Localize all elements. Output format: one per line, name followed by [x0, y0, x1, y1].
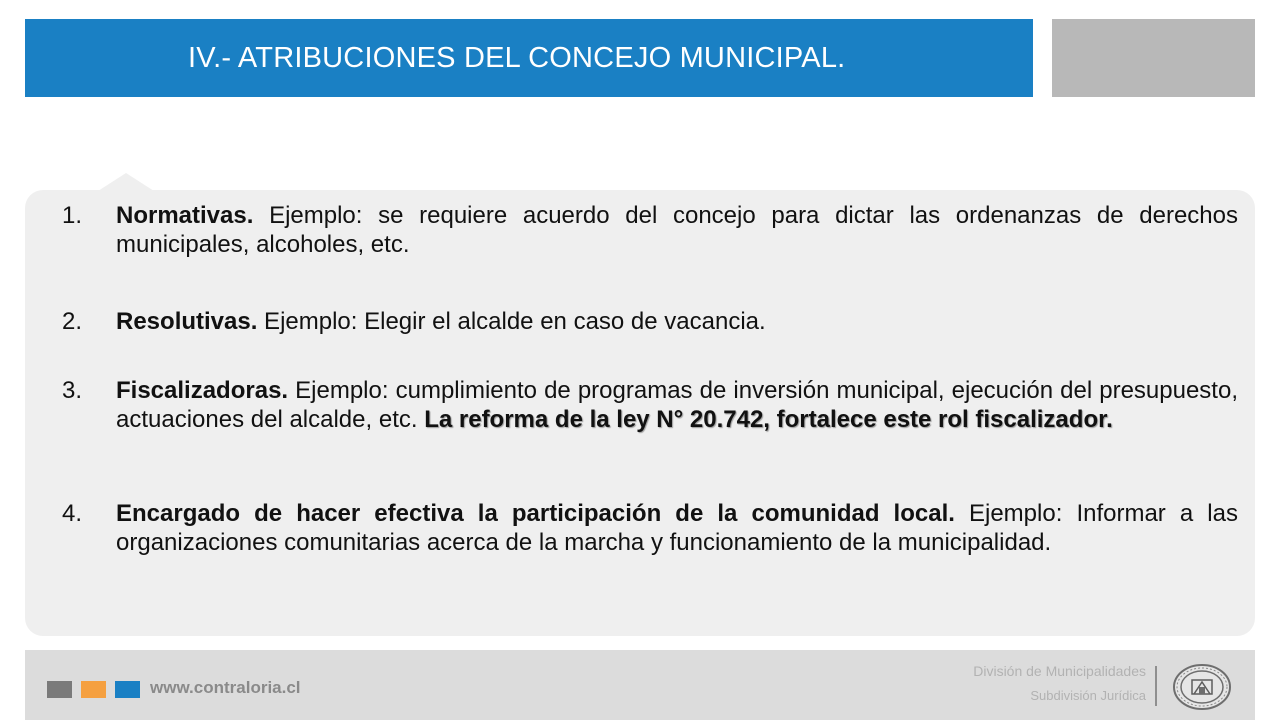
footer-url-link[interactable]: www.contraloria.cl	[150, 678, 301, 697]
footer-square-blue	[115, 681, 140, 698]
list-item-participacion	[62, 499, 1238, 557]
slide-title: IV.- ATRIBUCIONES DEL CONCEJO MUNICIPAL.	[188, 41, 846, 74]
item-heading: Encargado de hacer efectiva la participación de la comunidad local.	[116, 500, 955, 527]
list-item-resolutivas	[62, 307, 1238, 336]
list-item-normativas	[62, 201, 1238, 259]
footer-division: División de Municipalidades	[973, 663, 1146, 679]
footer-subdivision: Subdivisión Jurídica	[1030, 688, 1146, 703]
item-text: Ejemplo: Informar a las organizaciones comunitarias acerca de la marcha y funcionamiento de la municipalidad.	[116, 500, 1238, 556]
footer-bar	[25, 650, 1255, 720]
item-heading: Resolutivas.	[116, 308, 258, 335]
contraloria-seal-icon	[1172, 663, 1232, 711]
item-emphasis: La reforma de la ley N° 20.742, fortalece este rol fiscalizador.	[424, 406, 1113, 433]
item-number: 2.	[62, 308, 83, 335]
item-number: 4.	[62, 500, 83, 527]
item-heading: Fiscalizadoras.	[116, 377, 289, 404]
footer-square-gray	[47, 681, 72, 698]
footer-divider	[1155, 666, 1157, 706]
content-panel-notch	[98, 173, 154, 191]
item-body	[116, 201, 1238, 259]
header-gray-block	[1052, 19, 1255, 97]
item-text: Ejemplo: cumplimiento de programas de inversión municipal, ejecución del presupuesto, actuaciones del alcalde, etc.	[116, 377, 1238, 433]
slide-title-bar	[25, 19, 1033, 97]
item-number: 1.	[62, 202, 83, 229]
item-number: 3.	[62, 377, 83, 404]
item-body	[116, 499, 1238, 557]
item-text: Ejemplo: Elegir el alcalde en caso de vacancia.	[257, 308, 766, 335]
list-item-fiscalizadoras	[62, 376, 1238, 434]
footer-square-orange	[81, 681, 106, 698]
item-heading: Normativas.	[116, 202, 254, 229]
item-body	[116, 376, 1238, 434]
item-body	[116, 307, 1238, 336]
item-text: Ejemplo: se requiere acuerdo del concejo para dictar las ordenanzas de derechos municipales, alcoholes, etc.	[116, 202, 1238, 258]
